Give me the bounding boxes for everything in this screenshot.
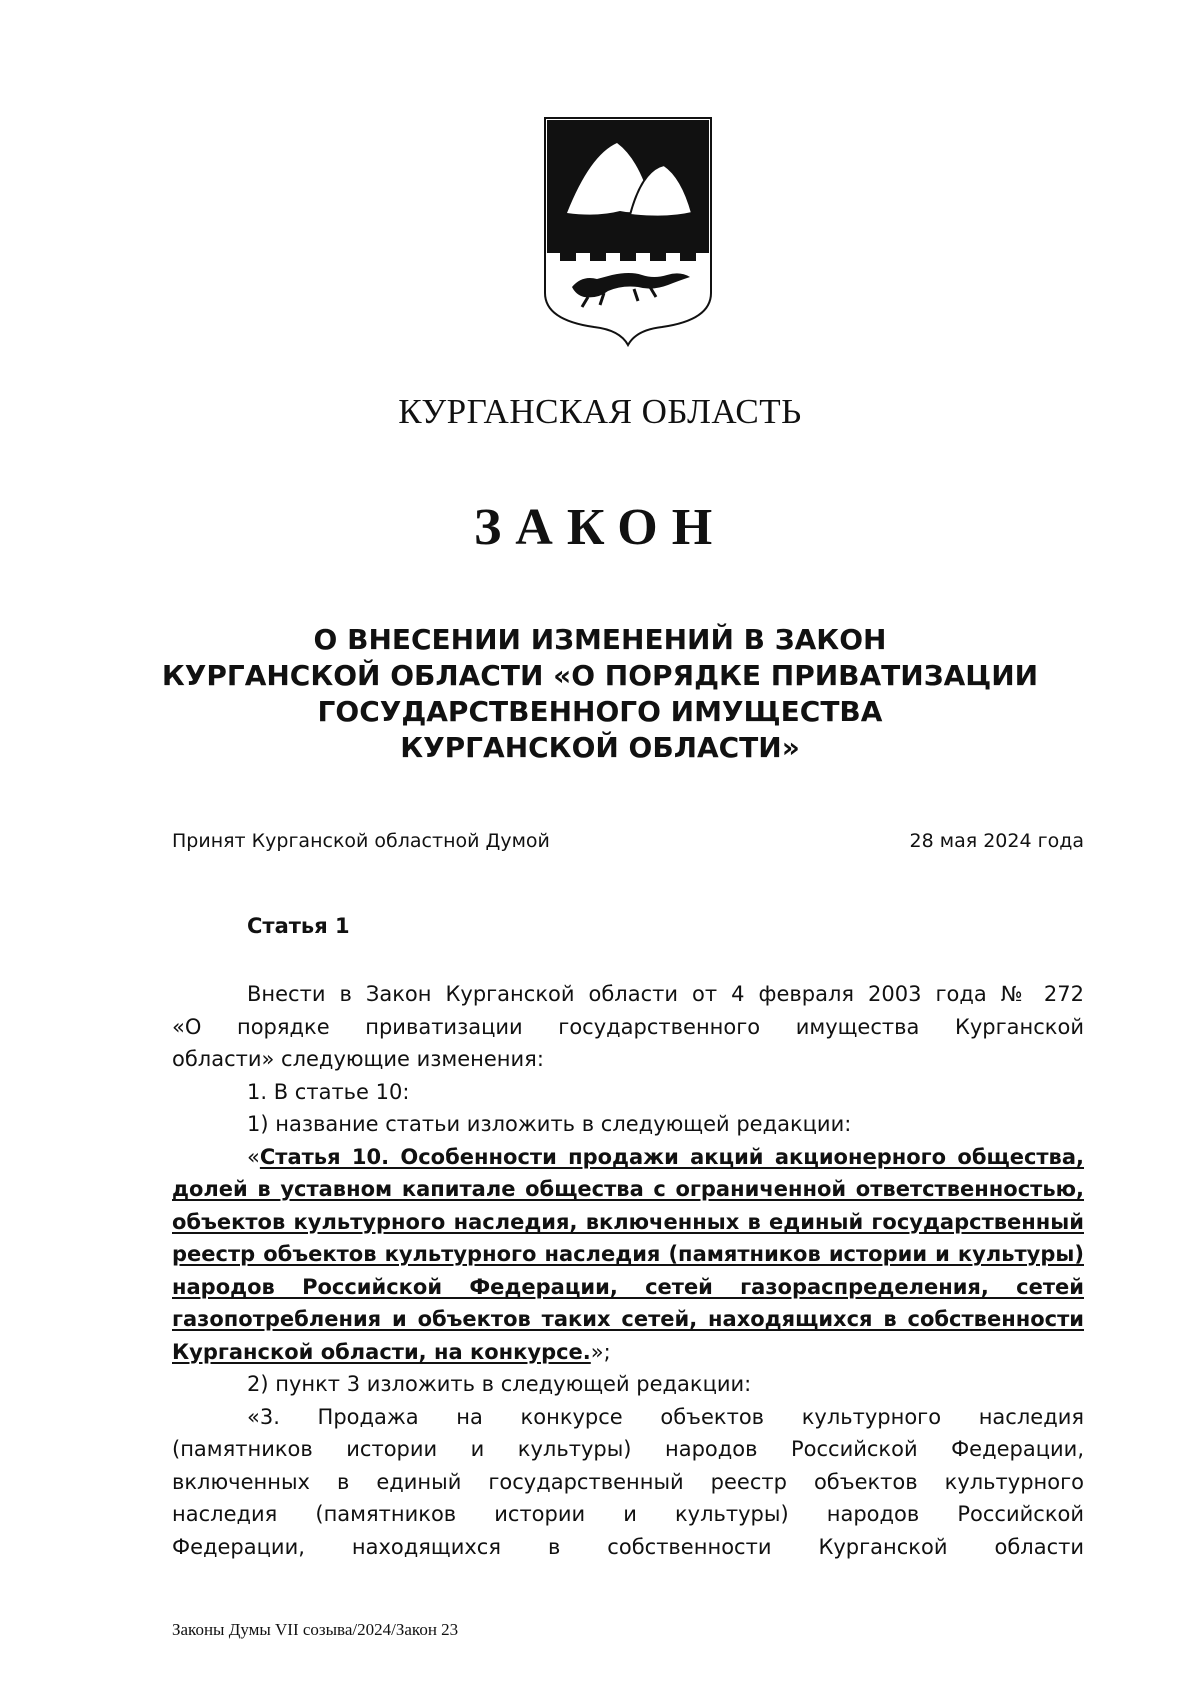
- point3-line: «3. Продажа на конкурсе объектов культурного наследия: [247, 1404, 1084, 1429]
- new-title-line: [172, 1141, 1084, 1174]
- new-title-line: народов Российской Федерации, сетей газораспределения, сетей: [172, 1274, 1084, 1299]
- quote-close: »;: [590, 1339, 611, 1364]
- law-title-line: КУРГАНСКОЙ ОБЛАСТИ»: [400, 731, 800, 764]
- law-title-line: О ВНЕСЕНИИ ИЗМЕНЕНИЙ В ЗАКОН: [313, 623, 887, 656]
- kurgan-coat-of-arms-icon: [542, 115, 714, 347]
- point3-line: (памятников истории и культуры) народов Российской Федерации,: [172, 1437, 1084, 1461]
- new-title-line: долей в уставном капитале общества с ограниченной ответственностью,: [172, 1177, 1084, 1201]
- document-type: ЗАКОН: [473, 499, 727, 556]
- article-heading: Статья 1: [247, 914, 350, 938]
- region-name: КУРГАНСКАЯ ОБЛАСТЬ: [398, 392, 802, 431]
- point3-line: Федерации, находящихся в собственности Курганской области: [172, 1534, 1084, 1559]
- amendment-item: 1. В статье 10:: [247, 1079, 410, 1104]
- law-title: [0, 622, 1200, 766]
- new-title-line: Курганской области, на конкурсе.»;: [172, 1339, 611, 1364]
- amendment-subitem: 2) пункт 3 изложить в следующей редакции:: [247, 1372, 752, 1396]
- adoption-row: [172, 830, 1084, 852]
- footer-reference: Законы Думы VII созыва/2024/Закон 23: [172, 1620, 459, 1639]
- body-line: Внести в Закон Курганской области от 4 февраля 2003 года № 272: [247, 982, 1084, 1006]
- body-line: «О порядке приватизации государственного имущества Курганской: [172, 1014, 1084, 1039]
- new-article-title-text: Статья 10. Особенности продажи акций акционерного общества,: [259, 1144, 1084, 1169]
- new-title-line: газопотребления и объектов таких сетей, находящихся в собственности: [172, 1307, 1084, 1331]
- point3-line: наследия (памятников истории и культуры) народов Российской: [172, 1502, 1084, 1526]
- point3-line: включенных в единый государственный реестр объектов культурного: [172, 1469, 1084, 1494]
- adoption-date: 28 мая 2024 года: [909, 830, 1084, 852]
- body-line: области» следующие изменения:: [172, 1047, 544, 1071]
- amendment-subitem: 1) название статьи изложить в следующей редакции:: [247, 1112, 852, 1136]
- new-title-line: объектов культурного наследия, включенных в единый государственный: [172, 1209, 1084, 1234]
- law-title-line: КУРГАНСКОЙ ОБЛАСТИ «О ПОРЯДКЕ ПРИВАТИЗАЦИИ: [161, 659, 1039, 692]
- quote-open: «: [247, 1144, 260, 1169]
- law-title-line: ГОСУДАРСТВЕННОГО ИМУЩЕСТВА: [317, 695, 883, 728]
- new-title-line: реестр объектов культурного наследия (памятников истории и культуры): [172, 1242, 1084, 1266]
- adopted-by: Принят Курганской областной Думой: [172, 830, 550, 852]
- article-body: [172, 978, 1084, 1563]
